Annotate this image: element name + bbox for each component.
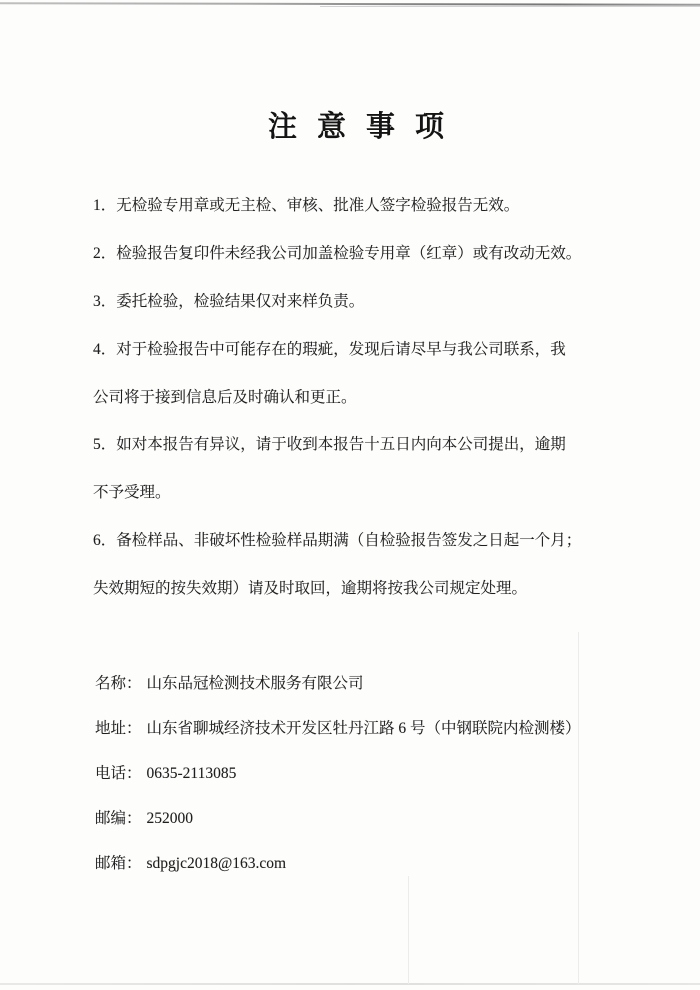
- contact-value: 252000: [146, 810, 194, 827]
- contact-info: [95, 661, 635, 886]
- contact-value: 山东品冠检测技术服务有限公司: [146, 675, 364, 692]
- notice-item-1: 1．无检验专用章或无主检、审核、批准人签字检验报告无效。: [93, 197, 520, 214]
- contact-label: 邮编：: [95, 810, 142, 827]
- scan-artifact-fold-line: [408, 876, 409, 984]
- contact-value: sdpgjc2018@163.com: [146, 855, 287, 872]
- notice-item-5-line-2: 不予受理。: [93, 484, 171, 502]
- notice-item-4-line-2: 公司将于接到信息后及时确认和更正。: [93, 388, 357, 406]
- contact-row-email: [95, 841, 635, 886]
- scan-artifact-bottom-edge: [0, 983, 700, 985]
- contact-row-postcode: [95, 796, 635, 841]
- contact-row-address: [95, 706, 635, 751]
- scan-artifact-top-edge-shadow: [320, 6, 700, 7]
- notice-item-4-line-1: 4．对于检验报告中可能存在的瑕疵，发现后请尽早与我公司联系，我: [93, 340, 566, 358]
- contact-label: 邮箱：: [95, 855, 142, 872]
- page-title: 注意事项: [267, 111, 464, 143]
- notice-item-6-line-2: 失效期短的按失效期）请及时取回，逾期将按我公司规定处理。: [93, 580, 528, 598]
- notice-item-6-line-1: 6．备检样品、非破坏性检验样品期满（自检验报告签发之日起一个月；: [93, 532, 582, 550]
- contact-label: 地址：: [95, 720, 142, 737]
- contact-value: 山东省聊城经济技术开发区牡丹江路 6 号（中钢联院内检测楼）: [146, 720, 581, 737]
- contact-value: 0635-2113085: [146, 765, 237, 782]
- notice-item-5-line-1: 5．如对本报告有异议，请于收到本报告十五日内向本公司提出，逾期: [93, 436, 566, 454]
- notice-list: [93, 182, 653, 613]
- contact-label: 名称：: [95, 675, 142, 692]
- contact-row-name: [95, 661, 635, 706]
- contact-label: 电话：: [95, 765, 142, 782]
- notice-item-2: 2．检验报告复印件未经我公司加盖检验专用章（红章）或有改动无效。: [93, 244, 582, 262]
- notice-item-3: 3．委托检验，检验结果仅对来样负责。: [93, 292, 365, 310]
- contact-row-phone: [95, 751, 635, 796]
